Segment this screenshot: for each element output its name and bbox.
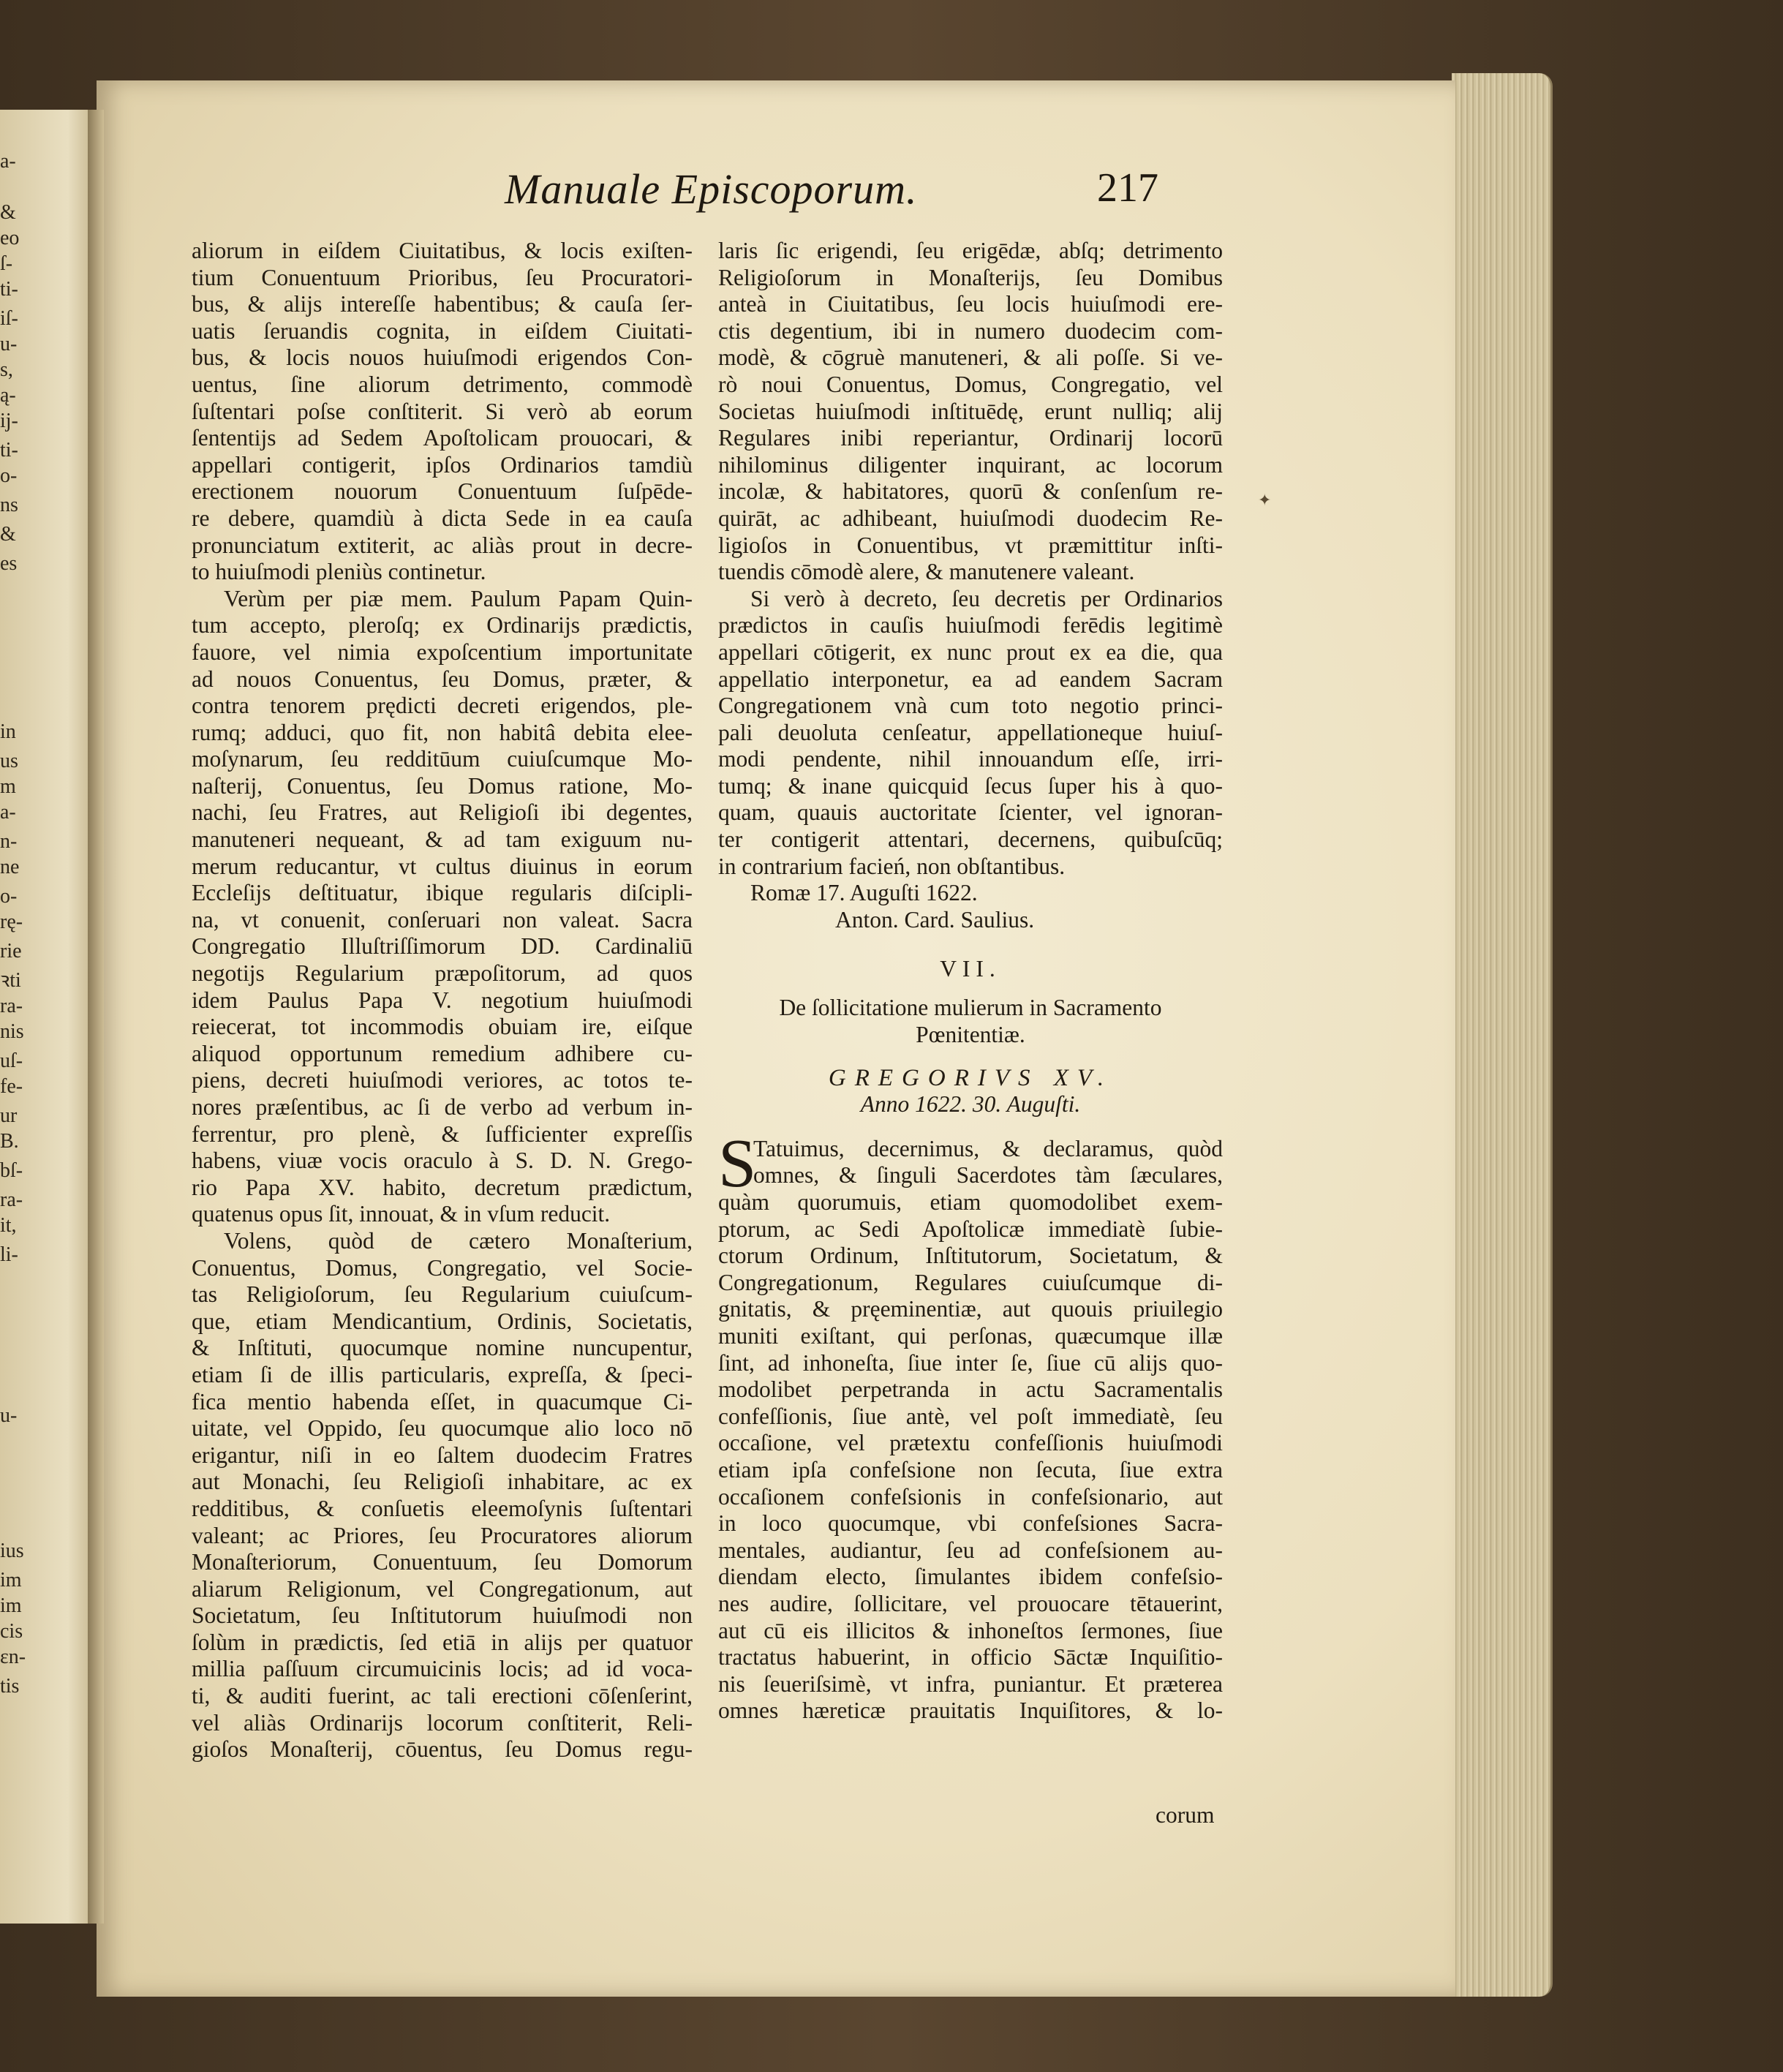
text-line: incolæ, & habitatores, quorū & conſenſum re- xyxy=(718,478,1223,505)
text-line: re debere, quamdiù à dicta Sede in ea cauſa xyxy=(192,505,693,531)
previous-page-fragment: o- xyxy=(0,464,18,487)
text-line: Si verò à decreto, ſeu decretis per Ordinarios xyxy=(750,585,1223,611)
text-line: piens, decreti huiuſmodi veriores, ac totos te- xyxy=(192,1067,693,1093)
text-line: Conuentus, Domus, Congregatio, vel Socie- xyxy=(192,1254,693,1281)
dropcap-block xyxy=(718,1125,1223,1725)
text-line: Societas huiuſmodi inſtituēdę, erunt nulliq; alij xyxy=(718,398,1223,424)
text-line: ligioſos in Conuentibus, vt præmittitur inſti- xyxy=(718,532,1223,558)
text-line: omnes hæreticæ prauitatis Inquiſitores, & lo- xyxy=(718,1698,1223,1724)
text-line: ſint, ad inhoneſta, ſiue inter ſe, ſiue cū alijs quo- xyxy=(718,1349,1223,1376)
text-line: erigantur, niſi in eo ſaltem duodecim Fratres xyxy=(192,1442,693,1468)
previous-page-fragment: n- xyxy=(0,830,18,853)
text-line: tumq; & inane quicquid ſecus ſuper his à quo- xyxy=(718,772,1223,799)
text-line: laris ſic erigendi, ſeu erigēdæ, abſq; detrimento xyxy=(718,238,1223,263)
previous-page-fragment: s, xyxy=(0,358,13,381)
right-paragraph-1 xyxy=(718,238,1223,586)
previous-page-fragment: & xyxy=(0,201,16,224)
decree-author: GREGORIVS XV. xyxy=(828,1064,1113,1091)
text-line: quirāt, ac adhibeant, huiuſmodi duodecim Re- xyxy=(718,505,1223,531)
text-line: aliarum Religionum, vel Congregationum, aut xyxy=(192,1575,693,1602)
text-line: modolibet perpetranda in actu Sacramentalis xyxy=(718,1376,1223,1403)
previous-page-fragment: u- xyxy=(0,1404,18,1427)
left-column xyxy=(192,238,693,1763)
previous-page-fragment: rę- xyxy=(0,911,23,933)
previous-page-fragment: bſ- xyxy=(0,1159,23,1182)
text-line: fauore, vel nimia expoſcentium importunitate xyxy=(192,638,693,665)
text-line: manuteneri nequeant, & ad tam exiguum nu- xyxy=(192,826,693,853)
text-line: Volens, quòd de cætero Monaſterium, xyxy=(224,1227,693,1254)
text-line: millia paſſuum circumuicinis locis; ad id voca- xyxy=(192,1656,693,1682)
previous-page-fragment: li- xyxy=(0,1243,18,1266)
text-line: rio Papa XV. habito, decretum prædictum, xyxy=(192,1174,693,1200)
section-title-line: Pœnitentiæ. xyxy=(916,1022,1025,1048)
text-line: tractatus habuerint, in officio Sāctæ Inquiſitio- xyxy=(718,1644,1223,1670)
book-gutter xyxy=(88,110,104,1924)
text-line: Congregationum, Regulares cuiuſcumque di- xyxy=(718,1269,1223,1295)
text-line: tium Conuentuum Prioribus, ſeu Procuratori- xyxy=(192,264,693,290)
previous-page-fragment: ne xyxy=(0,856,20,878)
section-title-line: De ſollicitatione mulierum in Sacramento xyxy=(779,995,1162,1021)
text-line: ctorum Ordinum, Inſtitutorum, Societatum, & xyxy=(718,1243,1223,1269)
previous-page-fragment: ti- xyxy=(0,278,18,301)
text-line: aut cū eis illicitos & inhoneſtos ſermones, ſiue xyxy=(718,1617,1223,1643)
text-line: habens, viuæ vocis oraculo à S. D. N. Grego- xyxy=(192,1148,693,1174)
text-line: tuendis cōmodè alere, & manutenere valeant. xyxy=(718,559,1135,585)
text-line: Regulares inibi reperiantur, Ordinarij locorū xyxy=(718,425,1223,451)
text-line: pali deuoluta cenſeatur, appellationeque huiuſ- xyxy=(718,719,1223,745)
decree-body xyxy=(718,1125,1223,1725)
dropcap-letter: S xyxy=(718,1125,757,1202)
text-line: ſententijs ad Sedem Apoſtolicam prouocari, & xyxy=(192,425,693,451)
text-line: in loco quocumque, vbi confeſsiones Sacra- xyxy=(718,1510,1223,1537)
previous-page-fragment: im xyxy=(0,1569,22,1591)
text-line: bus, & locis nouos huiuſmodi erigendos Con- xyxy=(192,344,693,371)
text-line: moſynarum, ſeu redditūum cuiuſcumque Mo- xyxy=(192,746,693,772)
previous-page-fragment: ą- xyxy=(0,384,16,407)
text-line: na, vt conuenit, conſeruari non valeat. Sacra xyxy=(192,906,693,933)
text-line: uitate, vel Oppido, ſeu quocumque alio loco nō xyxy=(192,1415,693,1442)
page-stack-edge xyxy=(1452,73,1553,1997)
previous-page-fragment: m xyxy=(0,775,16,798)
text-line: confeſſionis, ſiue antè, vel poſt immediatè, ſeu xyxy=(718,1403,1223,1429)
previous-page-fragment: ij- xyxy=(0,410,18,432)
text-line: appellatio interponetur, ea ad eandem Sacram xyxy=(718,666,1223,692)
page-number: 217 xyxy=(1097,165,1158,211)
text-line: in contrarium facień, non obſtantibus. xyxy=(718,853,1066,879)
text-line: etiam ſi de illis particularis, expreſſa, & ſpeci- xyxy=(192,1361,693,1387)
left-paragraph-3 xyxy=(192,1228,693,1763)
text-line: aliquod opportunum remedium adhibere cu- xyxy=(192,1040,693,1066)
previous-page-fragment: ſ- xyxy=(0,252,13,275)
previous-page-fragment: ꝛti xyxy=(0,969,21,992)
text-line: omnes, & ſinguli Sacerdotes tàm ſæculares, xyxy=(753,1162,1223,1188)
text-line: & Inſtituti, quocumque nomine nuncupentur, xyxy=(192,1335,693,1361)
text-line: ti, & auditi fuerint, ac tali erectioni cōſenſerint, xyxy=(192,1683,693,1709)
text-line: aliorum in eiſdem Ciuitatibus, & locis exiſten- xyxy=(192,238,693,263)
previous-page-edge xyxy=(0,110,97,1924)
text-line: ter contigerit attentari, decernens, quibuſcūq; xyxy=(718,826,1223,853)
previous-page-fragment: & xyxy=(0,523,16,546)
text-line: aut Monachi, ſeu Religioſi inhabitare, ac ex xyxy=(192,1469,693,1495)
text-line: bus, & alijs intereſſe habentibus; & cauſa ſer- xyxy=(192,291,693,317)
signature: Anton. Card. Saulius. xyxy=(835,906,1035,933)
text-line: occaſionem confeſsionis in confeſsionario, aut xyxy=(718,1483,1223,1510)
previous-page-fragment: o- xyxy=(0,885,18,908)
text-line: ſuſtentari poſse conſtiterit. Si verò ab eorum xyxy=(192,398,693,424)
previous-page-fragment: in xyxy=(0,720,16,743)
catchword: corum xyxy=(1156,1802,1215,1828)
text-line: nes audire, ſollicitare, vel prouocare tētauerint, xyxy=(718,1590,1223,1616)
text-line: naſterij, Conuentus, ſeu Domus ratione, Mo- xyxy=(192,772,693,799)
previous-page-fragment: tis xyxy=(0,1675,20,1698)
section-number: VII. xyxy=(940,956,1001,982)
text-line: tas Religioſorum, ſeu Regularium cuiuſcum- xyxy=(192,1281,693,1308)
text-line: gioſos Monaſterij, cōuentus, ſeu Domus regu- xyxy=(192,1736,693,1763)
text-line: Societatum, ſeu Inſtitutorum huiuſmodi non xyxy=(192,1602,693,1629)
text-line: anteà in Ciuitatibus, ſeu locis huiuſmodi ere- xyxy=(718,291,1223,317)
previous-page-fragment: ius xyxy=(0,1540,24,1562)
text-line: Eccleſijs deſtituatur, ibique regularis diſcipli- xyxy=(192,880,693,906)
previous-page-fragment: nis xyxy=(0,1020,24,1043)
text-line: appellari cōtigerit, ex nunc prout ex ea die, qua xyxy=(718,638,1223,665)
text-line: Monaſteriorum, Conuentuum, ſeu Domorum xyxy=(192,1549,693,1575)
left-paragraph-2 xyxy=(192,586,693,1228)
text-line: tum accepto, pleroſq; ex Ordinarijs prædictis, xyxy=(192,612,693,638)
text-line: negotijs Regularium præpoſitorum, ad quos xyxy=(192,960,693,987)
text-line: Congregationem vnà cum toto negotio princi- xyxy=(718,693,1223,719)
previous-page-fragment: rie xyxy=(0,940,22,962)
previous-page-fragment: ns xyxy=(0,494,18,516)
text-line: nachi, ſeu Fratres, aut Religioſi ibi degentes, xyxy=(192,799,693,826)
text-line: nihilominus diligenter inquirant, ac locorum xyxy=(718,451,1223,478)
text-line: ad nouos Conuentus, ſeu Domus, præter, & xyxy=(192,666,693,692)
text-line: idem Paulus Papa V. negotium huiuſmodi xyxy=(192,987,693,1013)
text-line: Religioſorum in Monaſterijs, ſeu Domibus xyxy=(718,264,1223,290)
text-line: quàm quorumuis, etiam quomodolibet exem- xyxy=(718,1189,1223,1215)
ink-mark: ✦ xyxy=(1258,491,1272,510)
text-line: Congregatio Illuſtriſſimorum DD. Cardinaliū xyxy=(192,933,693,960)
text-line: contra tenorem prędicti decreti erigendos, ple- xyxy=(192,693,693,719)
text-line: rumq; adduci, quo fit, non habitâ debita elee- xyxy=(192,719,693,745)
previous-page-fragment: ti- xyxy=(0,439,18,462)
text-line: diendam electo, ſimulantes ibidem confeſsio- xyxy=(718,1564,1223,1590)
previous-page-fragment: a- xyxy=(0,801,16,824)
text-line: to huiuſmodi pleniùs continetur. xyxy=(192,559,486,585)
text-line: vel aliàs Ordinarijs locorum conſtiterit, Reli- xyxy=(192,1709,693,1736)
text-line: que, etiam Mendicantium, Ordinis, Societatis, xyxy=(192,1308,693,1334)
text-line: appellari contigerit, ipſos Ordinarios tamdiù xyxy=(192,451,693,478)
text-line: uatis ſeruandis cognita, in eiſdem Ciuitati- xyxy=(192,317,693,344)
text-line: ptorum, ac Sedi Apoſtolicæ immediatè ſubie- xyxy=(718,1216,1223,1242)
previous-page-fragment: im xyxy=(0,1594,22,1617)
text-line: valeant; ac Priores, ſeu Procuratores aliorum xyxy=(192,1522,693,1548)
text-line: occaſione, vel prætextu confeſſionis huiuſmodi xyxy=(718,1430,1223,1456)
previous-page-fragment: B. xyxy=(0,1130,19,1153)
text-line: mentales, audiantur, ſeu ad confeſsionem au- xyxy=(718,1537,1223,1563)
text-line: fica mentio habenda eſſet, in quacumque Ci- xyxy=(192,1388,693,1414)
left-paragraph-1 xyxy=(192,238,693,586)
right-paragraph-2 xyxy=(718,586,1223,881)
decree-date: Anno 1622. 30. Auguſti. xyxy=(860,1091,1081,1118)
text-line: pronunciatum extiterit, ac aliàs prout in decre- xyxy=(192,532,693,558)
previous-page-fragment: u- xyxy=(0,333,18,355)
previous-page-fragment: it, xyxy=(0,1214,17,1237)
text-line: ſolùm in prædictis, ſed etiā in alijs per quatuor xyxy=(192,1629,693,1655)
text-line: uentus, ſine aliorum detrimento, commodè xyxy=(192,371,693,397)
text-line: rò noui Conuentus, Domus, Congregatio, vel xyxy=(718,371,1223,397)
text-line: quatenus opus ſit, innouat, & in vſum reducit. xyxy=(192,1201,611,1227)
text-line: nores præſentibus, ac ſi de verbo ad verbum in- xyxy=(192,1094,693,1120)
previous-page-fragment: fe- xyxy=(0,1075,23,1098)
previous-page-fragment: uſ- xyxy=(0,1050,23,1072)
previous-page-fragment: ur xyxy=(0,1104,18,1127)
text-line: modè, & cōgruè manuteneri, & ali poſſe. Si ve- xyxy=(718,344,1223,371)
previous-page-fragment: es xyxy=(0,552,18,575)
previous-page-fragment: cis xyxy=(0,1620,23,1643)
text-line: modi pendente, nihil innouandum eſſe, irri- xyxy=(718,746,1223,772)
text-line: prædictos in cauſis huiuſmodi ferēdis legitimè xyxy=(718,612,1223,638)
text-line: ctis degentium, ibi in numero duodecim com- xyxy=(718,317,1223,344)
text-line: redditibus, & conſuetis eleemoſynis ſuſtentari xyxy=(192,1495,693,1521)
previous-page-fragment: ɛn- xyxy=(0,1646,26,1668)
decree-lines xyxy=(718,1162,1223,1724)
text-line: ferrentur, pro plenè, & ſufficienter expreſſis xyxy=(192,1120,693,1147)
text-line: quam, quauis auctoritate ſcienter, vel ignoran- xyxy=(718,799,1223,826)
running-head: Manuale Episcoporum. xyxy=(505,165,918,213)
text-line: muniti exiſtant, qui perſonas, quæcumque illæ xyxy=(718,1322,1223,1349)
text-line: etiam ipſa confeſsione non ſecuta, ſiue extra xyxy=(718,1456,1223,1483)
text-line: nis ſeueriſsimè, vt infra, puniantur. Et præterea xyxy=(718,1670,1223,1697)
text-line: reiecerat, tot incommodis obuiam ire, eiſque xyxy=(192,1014,693,1040)
previous-page-fragment: iſ- xyxy=(0,307,18,330)
right-column xyxy=(718,238,1223,1725)
previous-page-fragment: us xyxy=(0,750,18,772)
text-line: gnitatis, & pręeminentiæ, aut quouis priuilegio xyxy=(718,1296,1223,1322)
previous-page-fragment: a- xyxy=(0,150,16,173)
decree-first-line: Tatuimus, decernimus, & declaramus, quòd xyxy=(753,1135,1223,1161)
text-line: Verùm per piæ mem. Paulum Papam Quin- xyxy=(224,585,693,611)
text-line: erectionem nouorum Conuentuum ſuſpēde- xyxy=(192,478,693,505)
previous-page-fragment: ra- xyxy=(0,995,23,1017)
previous-page-fragment: ra- xyxy=(0,1188,23,1211)
date-line: Romæ 17. Auguſti 1622. xyxy=(750,880,978,906)
previous-page-fragment: eo xyxy=(0,227,20,249)
text-line: merum reducantur, vt cultus diuinus in eorum xyxy=(192,853,693,879)
